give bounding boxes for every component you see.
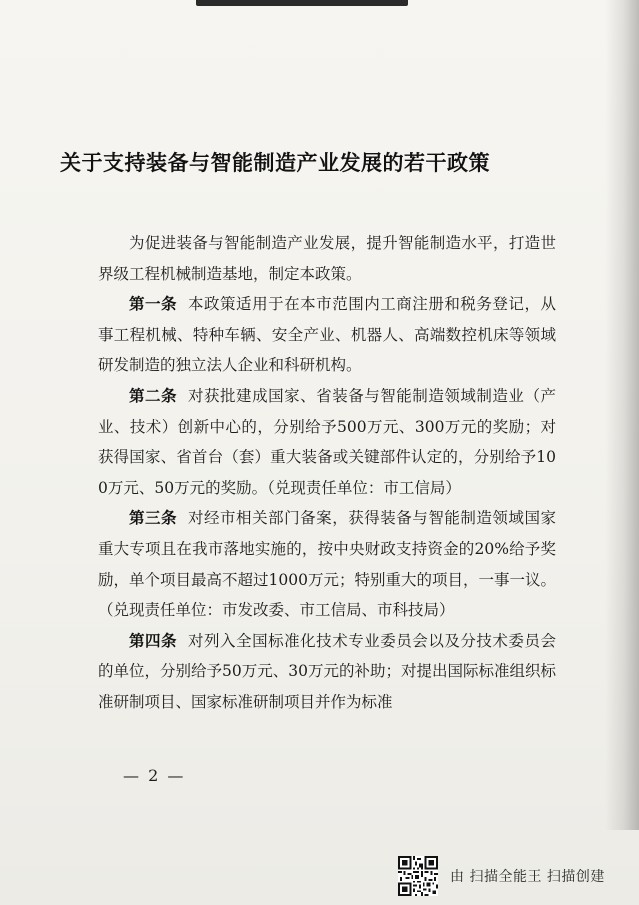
document-body — [98, 228, 556, 718]
article-3-text: 对经市相关部门备案，获得装备与智能制造领域国家重大专项且在我市落地实施的，按中央财政支持资金的20%给予奖励，单个项目最高不超过1000万元；特别重大的项目，一事一议。（兑现责任单位：市发改委、市工信局、市科技局） — [98, 509, 556, 620]
article-1-text: 本政策适用于在本市范围内工商注册和税务登记，从事工程机械、特种车辆、安全产业、机器人、高端数控机床等领域研发制造的独立法人企业和科研机构。 — [98, 295, 556, 375]
article-2-text: 对获批建成国家、省装备与智能制造领域制造业（产业、技术）创新中心的，分别给予500万元、300万元的奖励；对获得国家、省首台（套）重大装备或关键部件认定的，分别给予100万元、50万元的奖励。（兑现责任单位：市工信局） — [98, 386, 556, 497]
scanner-watermark — [398, 855, 605, 897]
article-3 — [98, 503, 556, 625]
page-number: — 2 — — [123, 766, 186, 785]
article-2 — [98, 381, 556, 503]
article-4 — [98, 626, 556, 718]
intro-paragraph: 为促进装备与智能制造产业发展，提升智能制造水平，打造世界级工程机械制造基地，制定本政策。 — [98, 234, 556, 283]
article-4-heading: 第四条 — [129, 630, 178, 650]
scan-right-shadow — [605, 0, 639, 830]
article-4-text: 对列入全国标准化技术专业委员会以及分技术委员会的单位，分别给予50万元、30万元的补助；对提出国际标准组织标准研制项目、国家标准研制项目并作为标准 — [98, 631, 556, 711]
article-1-heading: 第一条 — [129, 294, 178, 314]
article-3-heading: 第三条 — [129, 508, 178, 528]
scan-top-edge — [196, 0, 408, 6]
article-2-heading: 第二条 — [129, 385, 178, 405]
watermark-text: 由 扫描全能王 扫描创建 — [450, 869, 605, 885]
document-title: 关于支持装备与智能制造产业发展的若干政策 — [60, 150, 490, 175]
qr-code-icon — [398, 856, 438, 896]
article-1 — [98, 289, 556, 381]
